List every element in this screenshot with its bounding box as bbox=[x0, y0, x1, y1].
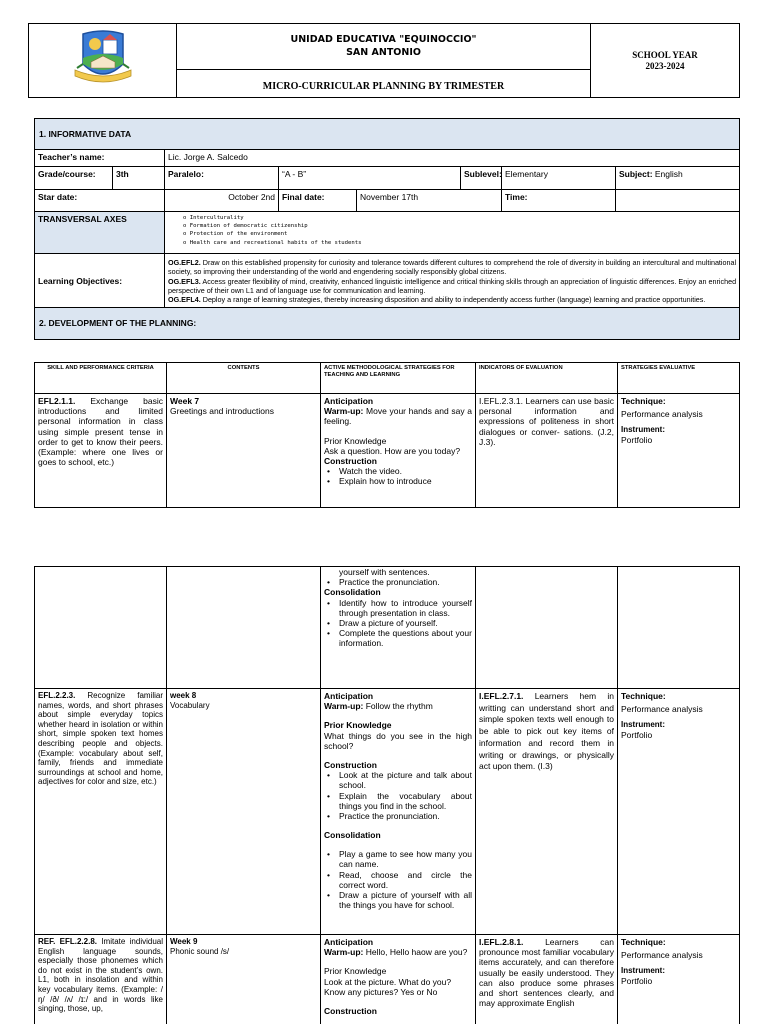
school-name: UNIDAD EDUCATIVA "EQUINOCCIO" bbox=[290, 33, 477, 45]
planning-title: MICRO-CURRICULAR PLANNING BY TRIMESTER bbox=[177, 70, 591, 98]
time-label: Time: bbox=[502, 190, 616, 212]
week7-indicator: I.EFL.2.3.1. Learners can use basic personal information and expressions of politeness in short dialogues or conver- sations. (J.2, J.3). bbox=[476, 394, 618, 508]
construction-item: • Practice the pronunciation. bbox=[324, 811, 472, 821]
axis-item: o Health care and recreational habits of the students bbox=[183, 239, 736, 247]
construction-item: • Practice the pronunciation. bbox=[324, 577, 472, 587]
technique-label: Technique: bbox=[621, 691, 666, 701]
week8-skill: EFL.2.2.3. Recognize familiar names, words, and short phrases about simple everyday topics whether heard in isolation or within short, simple spoken text homes describing people and objects. (Example: vocabulary about self, family, friends and immediate surroundings at school and home, adjectives for color and size, etc.) bbox=[35, 689, 167, 935]
construction-list bbox=[324, 466, 472, 486]
construction-label: Construction bbox=[324, 1005, 377, 1016]
school-name-cell bbox=[177, 24, 591, 70]
teacher-value: Lic. Jorge A. Salcedo bbox=[165, 150, 740, 167]
consolidation-item: • Read, choose and circle the correct word. bbox=[324, 870, 472, 890]
start-date-label: Star date: bbox=[35, 190, 165, 212]
col-skill-header: SKILL AND PERFORMANCE CRITERIA bbox=[35, 363, 167, 394]
construction-label: Construction bbox=[324, 759, 377, 770]
sublevel-label: Sublevel: bbox=[461, 167, 502, 190]
school-crest-logo bbox=[73, 28, 133, 90]
week7-label: Week 7 bbox=[170, 396, 200, 406]
sublevel-value: Elementary bbox=[502, 167, 616, 190]
informative-section-title: 1. INFORMATIVE DATA bbox=[35, 119, 740, 150]
instrument-value: Portfolio bbox=[621, 434, 653, 445]
final-date-label: Final date: bbox=[279, 190, 357, 212]
prior-knowledge-label: Prior Knowledge bbox=[324, 435, 387, 446]
construction-continued: yourself with sentences. bbox=[339, 567, 430, 577]
consolidation-item: • Draw a picture of yourself. bbox=[324, 618, 472, 628]
construction-item: • Explain how to introduce bbox=[324, 476, 472, 486]
prior-knowledge-label: Prior Knowledge bbox=[324, 966, 387, 977]
consolidation-item: • Identify how to introduce yourself through presentation in class. bbox=[324, 598, 472, 618]
week9-indicator: I.EFL.2.8.1. Learners can pronounce most familiar vocabulary items accurately, and can therefore usually be easily understood. They can also produce some phrases and short sentences clearly, and may approximate English bbox=[476, 935, 618, 1024]
instrument-value: Portfolio bbox=[621, 729, 653, 740]
objective-item: OG.EFL2. Draw on this established propensity for curiosity and tolerance towards different cultures to comprehend the role of diversity in building an intercultural and multinational society, so improving their understanding of the world and engendering socially responsibly global citizens. bbox=[168, 258, 737, 277]
week7-skill: EFL2.1.1. Exchange basic introductions and limited personal information in class using simple present tense in order to get to know their peers. (Example: where one lives or goes to school, etc.) bbox=[35, 394, 167, 508]
paralelo-label: Paralelo: bbox=[165, 167, 279, 190]
school-logo-cell bbox=[29, 24, 177, 98]
school-year-cell bbox=[591, 24, 740, 98]
col-indicators-header: INDICATORS OF EVALUATION bbox=[476, 363, 618, 394]
week7-cont-indicator bbox=[476, 567, 618, 689]
construction-item: • Look at the picture and talk about school. bbox=[324, 770, 472, 790]
prior-knowledge-text: What things do you see in the high school? bbox=[324, 730, 472, 751]
instrument-value: Portfolio bbox=[621, 975, 653, 986]
start-date-value: October 2nd bbox=[165, 190, 279, 212]
consolidation-list bbox=[324, 598, 472, 649]
warmup: Warm-up: Move your hands and say a feeling. bbox=[324, 406, 472, 427]
instrument-label: Instrument: bbox=[621, 425, 665, 435]
transversal-axes-label: TRANSVERSAL AXES bbox=[35, 212, 165, 254]
warmup: Warm-up: Hello, Hello haow are you? bbox=[324, 947, 468, 958]
technique-label: Technique: bbox=[621, 937, 666, 947]
subject-label: Subject: bbox=[619, 169, 653, 180]
consolidation-label: Consolidation bbox=[324, 830, 381, 841]
development-table-page2 bbox=[34, 566, 740, 1024]
week7-strategies bbox=[321, 394, 476, 508]
week8-indicator: I.EFL.2.7.1. Learners hem in writting can understand short and simple spoken texts well enough to be able to pick out key items of information and record them in writing or drawings, or physically act upon them. (I.3) bbox=[476, 689, 618, 935]
objective-item: OG.EFL4. Deploy a range of learning strategies, thereby increasing disposition and ability to independently access further (language) learning and practice opportunities. bbox=[168, 295, 706, 305]
week8-content: Vocabulary bbox=[170, 700, 210, 710]
subject-cell bbox=[616, 167, 740, 190]
prior-knowledge-label: Prior Knowledge bbox=[324, 720, 392, 731]
week7-content: Greetings and introductions bbox=[170, 406, 274, 417]
construction-item: • Watch the video. bbox=[324, 466, 472, 476]
prior-knowledge-text: Ask a question. How are you today? bbox=[324, 445, 461, 456]
construction-label: Construction bbox=[324, 455, 377, 466]
grade-label: Grade/course: bbox=[35, 167, 113, 190]
week9-skill: REF. EFL.2.2.8. Imitate individual English language sounds, especially those phonemes which do not exist in the student’s own. L1, both in insolation and within key vocabulary items. (Example: /ŋ/ /ð/ /ʌ/ /ɪ:/ and in words like singing, those, up, bbox=[35, 935, 167, 1024]
col-contents-header: CONTENTS bbox=[167, 363, 321, 394]
week7-cont-evaluation bbox=[618, 567, 740, 689]
subject-value: English bbox=[652, 169, 683, 180]
technique-label: Technique: bbox=[621, 396, 666, 406]
header-table bbox=[28, 23, 740, 98]
teacher-label: Teacher’s name: bbox=[35, 150, 165, 167]
consolidation-item: • Complete the questions about your information. bbox=[324, 628, 472, 648]
consolidation-item: • Draw a picture of yourself with all the things you have for school. bbox=[324, 890, 472, 910]
consolidation-item: • Play a game to see how many you can name. bbox=[324, 849, 472, 869]
technique-value: Performance analysis bbox=[621, 704, 703, 715]
week7-cont-skill bbox=[35, 567, 167, 689]
learning-objectives-text bbox=[165, 254, 740, 308]
transversal-axes-list bbox=[165, 212, 740, 254]
axis-item: o Interculturality bbox=[183, 214, 736, 222]
week7-cont-strategies bbox=[321, 567, 476, 689]
technique-value: Performance analysis bbox=[621, 950, 703, 961]
construction-list bbox=[324, 770, 472, 821]
construction-item: • Explain the vocabulary about things you find in the school. bbox=[324, 791, 472, 811]
axis-item: o Protection of the environment bbox=[183, 230, 736, 238]
week8-evaluation bbox=[618, 689, 740, 935]
grade-value: 3th bbox=[113, 167, 165, 190]
anticipation-label: Anticipation bbox=[324, 691, 374, 701]
col-evaluative-header: STRATEGIES EVALUATIVE bbox=[618, 363, 740, 394]
technique-value: Performance analysis bbox=[621, 409, 703, 420]
school-location: SAN ANTONIO bbox=[346, 46, 421, 58]
axis-item: o Formation of democratic citizenship bbox=[183, 222, 736, 230]
instrument-label: Instrument: bbox=[621, 966, 665, 976]
week9-label: Week 9 bbox=[170, 937, 198, 946]
consolidation-label: Consolidation bbox=[324, 587, 381, 598]
week7-contents bbox=[167, 394, 321, 508]
development-table-page1 bbox=[34, 362, 740, 508]
week9-contents bbox=[167, 935, 321, 1024]
paralelo-value: “A - B” bbox=[279, 167, 461, 190]
objective-item: OG.EFL3. Access greater flexibility of mind, creativity, enhanced linguistic intelligence and critical thinking skills through an appreciation of linguistic differences. Enjoy an enriched perspective of their own L1 and of language use for communication and learning. bbox=[168, 276, 737, 295]
anticipation-label: Anticipation bbox=[324, 396, 374, 406]
week7-cont-contents bbox=[167, 567, 321, 689]
development-section-title: 2. DEVELOPMENT OF THE PLANNING: bbox=[35, 308, 740, 340]
time-value bbox=[616, 190, 740, 212]
week8-strategies bbox=[321, 689, 476, 935]
week8-label: week 8 bbox=[170, 691, 197, 700]
col-strategies-header: ACTIVE METHODOLOGICAL STRATEGIES FOR TEACHING AND LEARNING bbox=[321, 363, 476, 394]
consolidation-list bbox=[324, 849, 472, 910]
warmup: Warm-up: Follow the rhythm bbox=[324, 701, 433, 712]
construction-list-continued bbox=[324, 577, 472, 587]
instrument-label: Instrument: bbox=[621, 720, 665, 730]
school-year-value: 2023-2024 bbox=[645, 60, 685, 71]
final-date-value: November 17th bbox=[357, 190, 502, 212]
learning-objectives-label: Learning Objectives: bbox=[35, 254, 165, 308]
week8-contents bbox=[167, 689, 321, 935]
anticipation-label: Anticipation bbox=[324, 937, 374, 947]
week7-evaluation bbox=[618, 394, 740, 508]
prior-knowledge-text: Look at the picture. What do you? Know any pictures? Yes or No bbox=[324, 976, 452, 997]
week9-strategies bbox=[321, 935, 476, 1024]
week9-content: Phonic sound /s/ bbox=[170, 946, 230, 956]
school-year-label: SCHOOL YEAR bbox=[632, 49, 698, 60]
informative-table bbox=[34, 118, 740, 340]
week9-evaluation bbox=[618, 935, 740, 1024]
